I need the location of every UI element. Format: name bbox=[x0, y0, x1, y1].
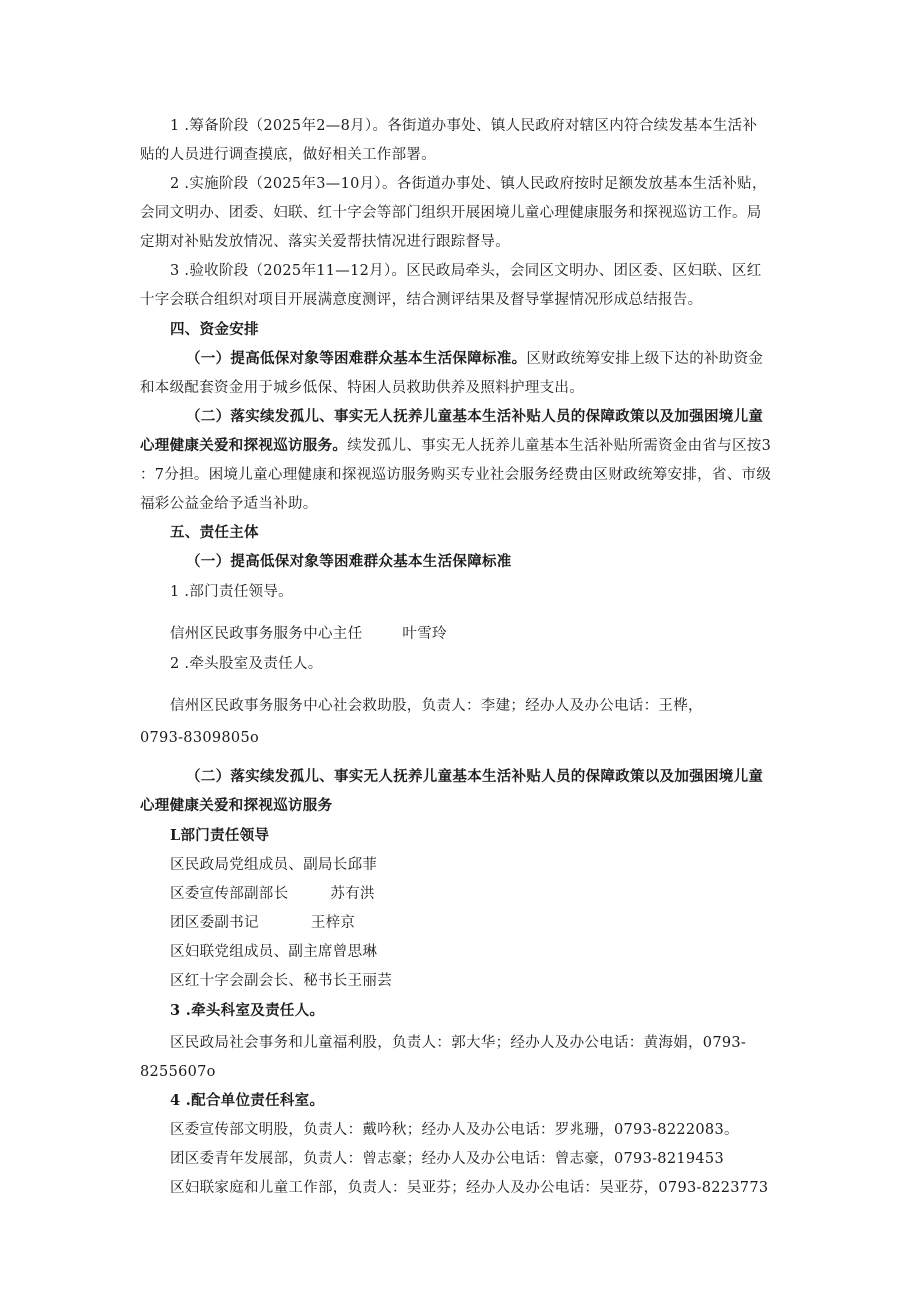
section4-para1-lead: （一）提高低保对象等困难群众基本生活保障标准。 bbox=[186, 350, 527, 367]
leader2-name: 苏有洪 bbox=[330, 886, 375, 902]
leader3-name: 王梓京 bbox=[310, 915, 356, 931]
leader-name: 叶雪玲 bbox=[402, 626, 447, 642]
lead-unit-line1: 区民政局社会事务和儿童福利股，负责人：郭大华；经办人及办公电话：黄海娟，0793- bbox=[170, 1035, 747, 1051]
section5-heading: 五、责任主体 bbox=[170, 524, 259, 541]
stage3-line2: 十字会联合组织对项目开展满意度测评，结合测评结果及督导掌握情况形成总结报告。 bbox=[140, 292, 703, 308]
section5-sub2-item3: 3 .牵头科室及责任人。 bbox=[170, 1002, 325, 1019]
coop-unit-1: 区委宣传部文明股，负责人：戴吟秋；经办人及办公电话：罗兆珊，0793-8222083。 bbox=[170, 1122, 739, 1138]
stage1-line2: 贴的人员进行调查摸底，做好相关工作部署。 bbox=[140, 147, 436, 163]
section5-sub1-unit-line1: 信州区民政事务服务中心社会救助股，负责人：李建；经办人及办公电话：王桦， bbox=[170, 698, 703, 714]
section5-sub2-heading-line2: 心理健康关爱和探视巡访服务 bbox=[140, 797, 333, 814]
leader-row-1: 区民政局党组成员、副局长邱菲 bbox=[170, 857, 378, 873]
section4-para1-line1 bbox=[186, 349, 800, 369]
section5-sub2-item1: L部门责任领导 bbox=[170, 827, 270, 844]
leader-row-5: 区红十字会副会长、秘书长王丽芸 bbox=[170, 973, 392, 989]
section4-para1-line2: 和本级配套资金用于城乡低保、特困人员救助供养及照料护理支出。 bbox=[140, 380, 584, 396]
section5-sub1-item2: 2 .牵头股室及责任人。 bbox=[170, 656, 323, 672]
section5-sub1-leader bbox=[170, 624, 800, 644]
section4-para2-lead-end: 心理健康关爱和探视巡访服务。 bbox=[140, 437, 348, 454]
section4-para2-line1: （二）落实续发孤儿、事实无人抚养儿童基本生活补贴人员的保障政策以及加强困境儿童 bbox=[186, 408, 764, 425]
leader3-title: 团区委副书记 bbox=[170, 915, 259, 931]
section5-sub2-heading-line1: （二）落实续发孤儿、事实无人抚养儿童基本生活补贴人员的保障政策以及加强困境儿童 bbox=[186, 768, 764, 785]
stage2-line2: 会同文明办、团委、妇联、红十字会等部门组织开展困境儿童心理健康服务和探视巡访工作。局 bbox=[140, 205, 762, 221]
section5-sub1-item1: 1 .部门责任领导。 bbox=[170, 584, 293, 600]
leader-title: 信州区民政事务服务中心主任 bbox=[170, 626, 363, 642]
section4-para2-line4: 福彩公益金给予适当补助。 bbox=[140, 496, 318, 512]
section5-sub2-item4: 4 .配合单位责任科室。 bbox=[170, 1092, 325, 1109]
section4-para2-line2 bbox=[140, 436, 800, 456]
coop-unit-2: 团区委青年发展部，负责人：曾志豪；经办人及办公电话：曾志豪，0793-8219453 bbox=[170, 1151, 724, 1167]
leader2-title: 区委宣传部副部长 bbox=[170, 886, 289, 902]
stage3-line1: 3 .验收阶段（2025年11—12月）。区民政局牵头，会同区文明办、团区委、区妇联、区红 bbox=[170, 263, 762, 279]
lead-unit-line2: 8255607o bbox=[140, 1064, 216, 1080]
section4-heading: 四、资金安排 bbox=[170, 321, 259, 338]
leader-row-4: 区妇联党组成员、副主席曾思琳 bbox=[170, 944, 378, 960]
section4-para2-rest: 续发孤儿、事实无人抚养儿童基本生活补贴所需资金由省与区按3 bbox=[347, 438, 772, 454]
stage1-line1: 1 .筹备阶段（2025年2—8月）。各街道办事处、镇人民政府对辖区内符合续发基本生活补 bbox=[170, 118, 758, 134]
leader-row-2 bbox=[170, 884, 800, 904]
stage2-line1: 2 .实施阶段（2025年3—10月）。各街道办事处、镇人民政府按时足额发放基本生活补贴， bbox=[170, 176, 767, 192]
section5-sub1-heading: （一）提高低保对象等困难群众基本生活保障标准 bbox=[186, 553, 512, 570]
coop-unit-3: 区妇联家庭和儿童工作部，负责人：吴亚芬；经办人及办公电话：吴亚芬，0793-8223773 bbox=[170, 1180, 769, 1196]
section4-para1-rest: 区财政统筹安排上级下达的补助资金 bbox=[526, 351, 764, 367]
leader-row-3 bbox=[170, 913, 800, 933]
section4-para2-line3: ：7分担。困境儿童心理健康和探视巡访服务购买专业社会服务经费由区财政统筹安排，省、市级 bbox=[140, 467, 772, 483]
section5-sub1-unit-line2: 0793-8309805o bbox=[140, 730, 260, 746]
stage2-line3: 定期对补贴发放情况、落实关爱帮扶情况进行跟踪督导。 bbox=[140, 234, 510, 250]
